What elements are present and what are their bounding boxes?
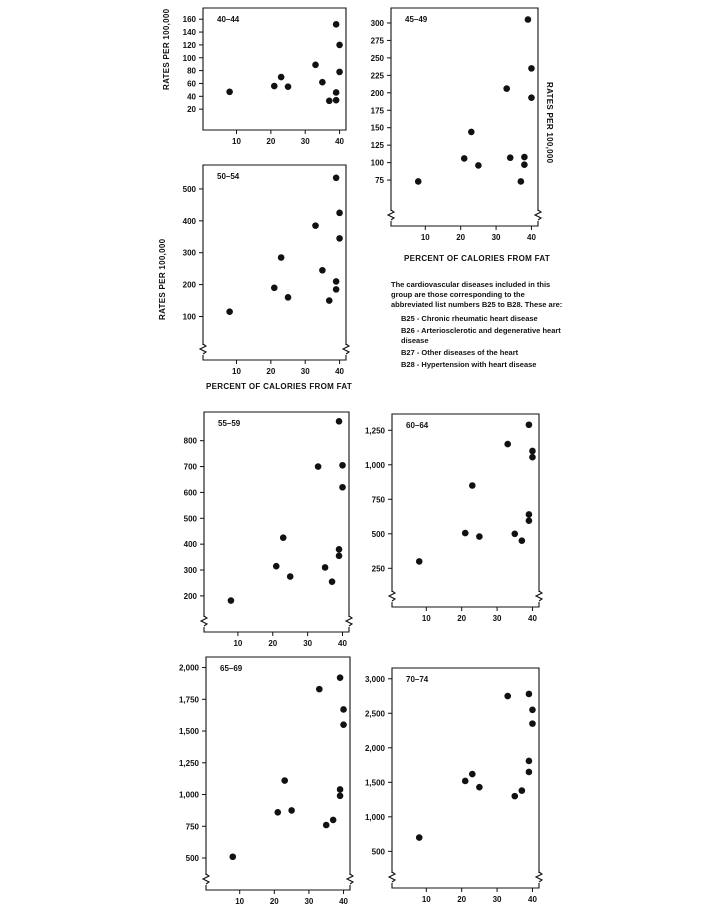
x-tick-label: 40 (527, 233, 536, 242)
data-point (274, 809, 281, 816)
data-point (312, 62, 319, 69)
panel-60-64 (365, 414, 542, 623)
x-tick-label: 10 (420, 233, 430, 242)
x-tick-label: 40 (335, 367, 345, 376)
data-point (507, 154, 514, 161)
data-point (475, 162, 482, 169)
y-tick-label: 300 (183, 566, 197, 576)
x-tick-label: 20 (268, 639, 278, 648)
data-point (462, 778, 469, 785)
y-tick-label: 100 (182, 53, 196, 63)
y-tick-label: 3,000 (364, 674, 385, 684)
data-point (337, 674, 344, 681)
data-point (518, 178, 525, 185)
x-tick-label: 40 (339, 897, 348, 906)
y-tick-label: 1,500 (364, 778, 385, 788)
y-tick-label: 140 (182, 28, 196, 38)
data-point (526, 511, 533, 518)
x-tick-label: 20 (269, 897, 279, 906)
x-axis-label-top-right: PERCENT OF CALORIES FROM FAT (404, 254, 551, 263)
data-point (329, 578, 336, 585)
data-point (315, 463, 322, 470)
panel-50-54 (183, 165, 349, 376)
y-tick-label: 100 (182, 312, 196, 322)
panel-title: 40–44 (217, 15, 240, 24)
x-tick-label: 10 (232, 137, 241, 146)
panel-frame (203, 165, 346, 360)
data-point (469, 482, 476, 489)
x-tick-label: 40 (528, 614, 537, 623)
data-point (529, 454, 536, 461)
data-point (526, 758, 533, 765)
data-point (319, 267, 326, 274)
y-tick-label: 1,250 (178, 758, 199, 768)
data-point (526, 769, 533, 776)
data-point (528, 94, 535, 101)
data-point (336, 235, 343, 242)
x-tick-label: 30 (491, 233, 501, 242)
data-point (526, 517, 533, 524)
data-point (526, 691, 533, 698)
x-tick-label: 30 (492, 895, 502, 904)
y-tick-label: 1,250 (364, 426, 385, 436)
y-tick-label: 160 (182, 15, 196, 25)
y-tick-label: 1,000 (178, 790, 199, 800)
y-tick-label: 300 (370, 18, 384, 28)
panel-frame (204, 412, 349, 632)
x-tick-label: 10 (233, 639, 243, 648)
x-tick-label: 20 (266, 367, 276, 376)
data-point (326, 297, 333, 304)
y-tick-label: 150 (370, 123, 384, 133)
data-point (336, 69, 343, 76)
data-point (416, 834, 423, 841)
x-tick-label: 10 (235, 897, 245, 906)
data-point (339, 462, 346, 469)
x-tick-label: 20 (456, 233, 466, 242)
data-point (336, 546, 343, 553)
y-tick-label: 300 (182, 248, 196, 258)
data-point (271, 284, 278, 291)
data-point (511, 530, 518, 537)
data-point (476, 784, 483, 791)
data-point (528, 65, 535, 72)
data-point (504, 693, 511, 700)
y-tick-label: 125 (370, 141, 384, 151)
y-tick-label: 225 (370, 71, 384, 81)
data-point (468, 129, 475, 136)
panel-title: 60–64 (406, 421, 429, 430)
y-tick-label: 750 (185, 822, 199, 832)
data-point (339, 484, 346, 491)
data-point (519, 537, 526, 544)
data-point (319, 79, 326, 86)
data-point (519, 787, 526, 794)
data-point (340, 721, 347, 728)
data-point (476, 533, 483, 540)
data-point (312, 222, 319, 229)
data-point (525, 16, 532, 23)
panel-40-44 (183, 8, 346, 146)
data-point (521, 154, 528, 161)
y-tick-label: 600 (183, 488, 197, 498)
x-tick-label: 10 (421, 614, 431, 623)
data-point (469, 771, 476, 778)
data-point (278, 254, 285, 261)
data-point (229, 853, 236, 860)
y-tick-label: 40 (187, 92, 196, 102)
data-point (337, 786, 344, 793)
data-point (504, 441, 511, 448)
y-tick-label: 250 (370, 53, 384, 63)
data-point (521, 161, 528, 168)
note-item-b25: B25 - Chronic rheumatic heart disease (401, 314, 538, 323)
data-point (336, 210, 343, 217)
y-tick-label: 200 (370, 88, 384, 98)
data-point (526, 421, 533, 428)
y-tick-label: 2,000 (364, 743, 385, 753)
panel-frame (206, 657, 350, 890)
data-point (333, 278, 340, 285)
data-point (529, 448, 536, 455)
data-point (285, 294, 292, 301)
data-point (326, 98, 333, 105)
data-point (336, 418, 343, 425)
note-item-b27: B27 - Other diseases of the heart (401, 348, 519, 357)
data-point (529, 707, 536, 714)
panel-frame (203, 8, 346, 130)
y-axis-label-left-2: RATES PER 100,000 (158, 238, 167, 320)
y-tick-label: 800 (183, 436, 197, 446)
data-point (287, 573, 294, 580)
y-tick-label: 80 (187, 66, 196, 76)
x-tick-label: 20 (457, 614, 467, 623)
data-point (333, 174, 340, 181)
y-tick-label: 750 (371, 495, 385, 505)
note-item-b26: B26 - Arteriosclerotic and degenerative heart disease (401, 326, 561, 345)
data-point (333, 21, 340, 28)
y-tick-label: 500 (371, 847, 385, 857)
panel-frame (392, 414, 539, 607)
disease-note (391, 280, 566, 372)
panel-title: 50–54 (217, 172, 240, 181)
data-point (336, 553, 343, 560)
y-tick-label: 75 (375, 176, 384, 186)
panel-title: 55–59 (218, 419, 241, 428)
y-tick-label: 500 (182, 184, 196, 194)
y-tick-label: 120 (182, 40, 196, 50)
data-point (285, 83, 292, 90)
data-point (278, 74, 285, 81)
y-axis-label-right: RATES PER 100,000 (545, 82, 554, 164)
y-tick-label: 400 (182, 216, 196, 226)
data-point (322, 564, 329, 571)
x-tick-label: 40 (338, 639, 347, 648)
y-tick-label: 1,750 (178, 695, 199, 705)
note-intro: The cardiovascular diseases included in this group are those corresponding to the abbreviated list numbers B25 to B28. These are: (391, 280, 563, 309)
y-tick-label: 20 (187, 105, 196, 115)
y-tick-label: 2,000 (178, 663, 199, 673)
data-point (462, 530, 469, 537)
y-tick-label: 1,000 (364, 460, 385, 470)
y-tick-label: 500 (185, 854, 199, 864)
y-tick-label: 275 (370, 36, 384, 46)
x-tick-label: 40 (335, 137, 345, 146)
data-point (281, 777, 288, 784)
y-tick-label: 700 (183, 462, 197, 472)
data-point (288, 807, 295, 814)
data-point (228, 597, 235, 604)
data-point (529, 720, 536, 727)
x-tick-label: 10 (421, 895, 431, 904)
panel-title: 70–74 (406, 675, 429, 684)
x-tick-label: 30 (300, 367, 310, 376)
panel-45-49 (371, 8, 541, 242)
data-point (340, 706, 347, 713)
data-point (226, 308, 233, 315)
y-tick-label: 500 (371, 529, 385, 539)
panel-frame (391, 8, 538, 226)
data-point (511, 793, 518, 800)
x-tick-label: 20 (457, 895, 467, 904)
data-point (503, 85, 510, 92)
data-point (226, 89, 233, 96)
data-point (273, 563, 280, 570)
y-tick-label: 175 (370, 106, 384, 116)
y-tick-label: 100 (370, 158, 384, 168)
x-tick-label: 30 (303, 639, 313, 648)
data-point (271, 83, 278, 90)
y-tick-label: 400 (183, 540, 197, 550)
panel-title: 45–49 (405, 15, 428, 24)
y-axis-label-left-1: RATES PER 100,000 (162, 8, 171, 90)
data-point (316, 686, 323, 693)
x-tick-label: 30 (304, 897, 314, 906)
panel-55-59 (184, 412, 352, 648)
x-tick-label: 10 (232, 367, 241, 376)
y-tick-label: 200 (183, 591, 197, 601)
data-point (461, 155, 468, 162)
note-item-b28: B28 - Hypertension with heart disease (401, 360, 537, 369)
panel-title: 65–69 (220, 664, 243, 673)
y-tick-label: 60 (187, 79, 196, 89)
x-axis-label-mid-left: PERCENT OF CALORIES FROM FAT (206, 382, 353, 391)
x-tick-label: 30 (300, 137, 310, 146)
y-tick-label: 2,500 (364, 709, 385, 719)
data-point (336, 42, 343, 49)
x-tick-label: 30 (492, 614, 502, 623)
data-point (280, 534, 287, 541)
y-tick-label: 1,000 (364, 812, 385, 822)
data-point (415, 178, 422, 185)
x-tick-label: 20 (266, 137, 276, 146)
data-point (333, 286, 340, 293)
panel-65-69 (179, 657, 353, 906)
panel-70-74 (365, 668, 542, 904)
y-tick-label: 250 (371, 564, 385, 574)
data-point (330, 817, 337, 824)
data-point (323, 822, 330, 829)
y-tick-label: 200 (182, 280, 196, 290)
y-tick-label: 500 (183, 514, 197, 524)
x-tick-label: 40 (528, 895, 537, 904)
y-tick-label: 1,500 (178, 727, 199, 737)
data-point (333, 89, 340, 96)
data-point (337, 793, 344, 800)
data-point (416, 558, 423, 565)
data-point (333, 97, 340, 104)
